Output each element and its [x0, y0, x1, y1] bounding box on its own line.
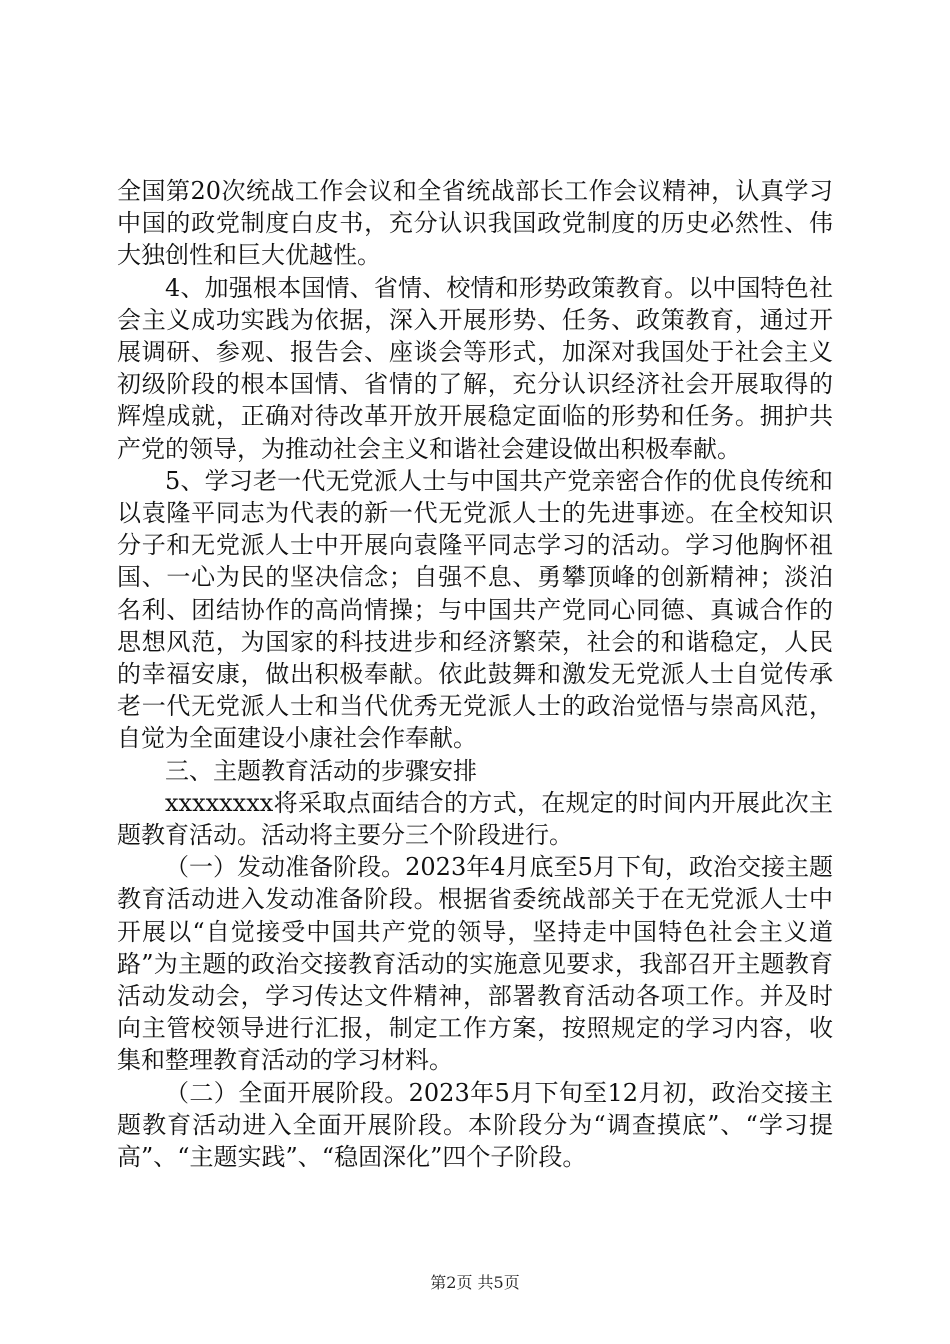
page-number-footer: 第2页 共5页	[430, 1273, 520, 1292]
paragraph-item-5: 5、学习老一代无党派人士与中国共产党亲密合作的优良传统和以袁隆平同志为代表的新一代无党派人士的先进事迹。在全校知识分子和无党派人士中开展向袁隆平同志学习的活动。学习他胸怀祖国、一心为民的坚决信念；自强不息、勇攀顶峰的创新精神；淡泊名利、团结协作的高尚情操；与中国共产党同心同德、真诚合作的思想风范，为国家的科技进步和经济繁荣，社会的和谐稳定，人民的幸福安康，做出积极奉献。依此鼓舞和激发无党派人士自觉传承老一代无党派人士和当代优秀无党派人士的政治觉悟与崇高风范，自觉为全面建设小康社会作奉献。	[117, 466, 833, 753]
section-heading-3: 三、主题教育活动的步骤安排	[165, 756, 477, 785]
paragraph-stage-2: （二）全面开展阶段。2023年5月下旬至12月初，政治交接主题教育活动进入全面开展阶段。本阶段分为“调查摸底”、“学习提高”、“主题实践”、“稳固深化”四个子阶段。	[117, 1078, 833, 1172]
document-body	[117, 175, 833, 1173]
paragraph-stage-1: （一）发动准备阶段。2023年4月底至5月下旬，政治交接主题教育活动进入发动准备阶段。根据省委统战部关于在无党派人士中开展以“自觉接受中国共产党的领导，坚持走中国特色社会主义道路”为主题的政治交接教育活动的实施意见要求，我部召开主题教育活动发动会，学习传达文件精神，部署教育活动各项工作。并及时向主管校领导进行汇报，制定工作方案，按照规定的学习内容，收集和整理教育活动的学习材料。	[117, 853, 833, 1075]
paragraph-continuation: 全国第20次统战工作会议和全省统战部长工作会议精神，认真学习中国的政党制度白皮书，充分认识我国政党制度的历史必然性、伟大独创性和巨大优越性。	[117, 177, 833, 270]
paragraph-intro: xxxxxxxx将采取点面结合的方式，在规定的时间内开展此次主题教育活动。活动将主要分三个阶段进行。	[117, 788, 833, 850]
paragraph-item-4: 4、加强根本国情、省情、校情和形势政策教育。以中国特色社会主义成功实践为依据，深入开展形势、任务、政策教育，通过开展调研、参观、报告会、座谈会等形式，加深对我国处于社会主义初级阶段的根本国情、省情的了解，充分认识经济社会开展取得的辉煌成就，正确对待改革开放开展稳定面临的形势和任务。拥护共产党的领导，为推动社会主义和谐社会建设做出积极奉献。	[117, 273, 833, 463]
